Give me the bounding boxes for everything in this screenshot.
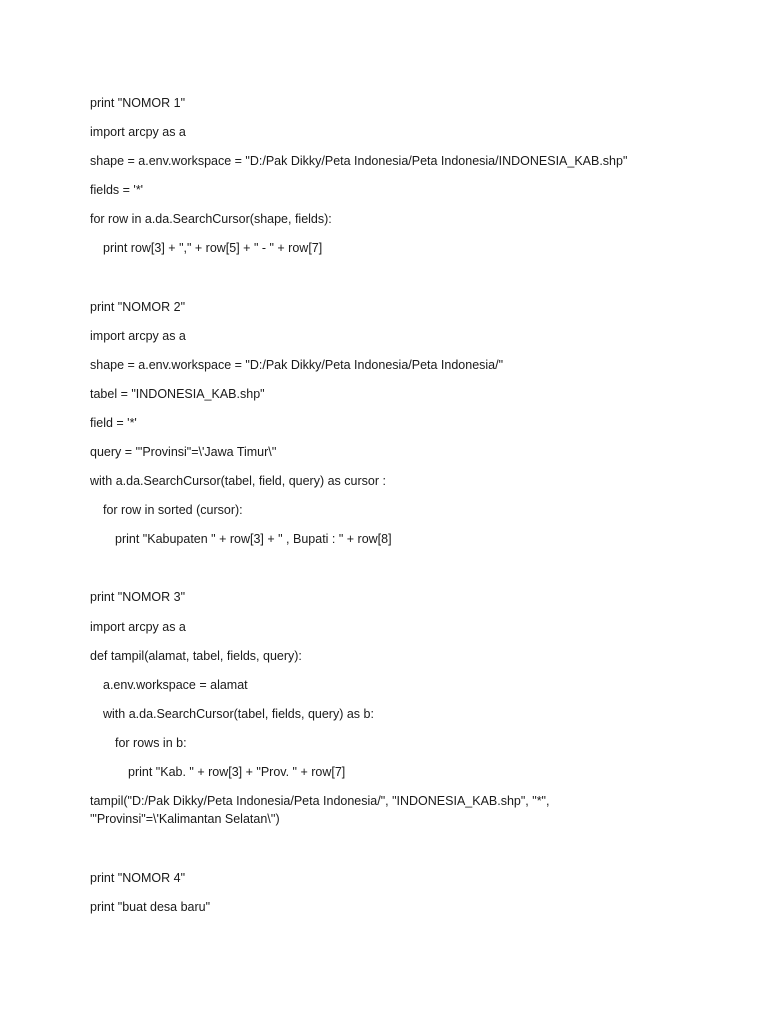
code-line: tabel = "INDONESIA_KAB.shp"	[90, 386, 265, 401]
code-line: print "Kab. " + row[3] + "Prov. " + row[7]	[128, 764, 346, 779]
section-spacer	[90, 269, 730, 298]
code-line: print "buat desa baru"	[90, 900, 211, 915]
section-spacer	[90, 559, 730, 588]
code-line: def tampil(alamat, tabel, fields, query):	[90, 648, 302, 663]
code-line: shape = a.env.workspace = "D:/Pak Dikky/Peta Indonesia/Peta Indonesia/INDONESIA_KAB.shp"	[90, 154, 628, 169]
code-line: query = '"Provinsi"=\'Jawa Timur\''	[90, 445, 277, 460]
code-line: field = '*'	[90, 415, 137, 430]
code-line: a.env.workspace = alamat	[103, 677, 248, 692]
code-line: for row in sorted (cursor):	[103, 503, 243, 518]
code-line: import arcpy as a	[90, 619, 186, 634]
code-line: with a.da.SearchCursor(tabel, field, query) as cursor :	[90, 474, 386, 489]
code-line: print "NOMOR 4"	[90, 871, 186, 886]
code-line: import arcpy as a	[90, 125, 186, 140]
code-line: tampil("D:/Pak Dikky/Peta Indonesia/Peta Indonesia/", "INDONESIA_KAB.shp", "*", '"Provinsi"=\'Kalimantan Selatan\'')	[90, 794, 550, 827]
code-line: fields = '*'	[90, 183, 144, 198]
code-line: print "NOMOR 3"	[90, 590, 186, 605]
code-line: for row in a.da.SearchCursor(shape, fields):	[90, 212, 332, 227]
section-spacer	[90, 840, 730, 869]
code-line: with a.da.SearchCursor(tabel, fields, query) as b:	[103, 706, 374, 721]
code-line: print "Kabupaten " + row[3] + " , Bupati : " + row[8]	[115, 532, 392, 547]
code-line: print "NOMOR 2"	[90, 299, 186, 314]
code-line: shape = a.env.workspace = "D:/Pak Dikky/Peta Indonesia/Peta Indonesia/"	[90, 357, 504, 372]
code-listing	[90, 94, 730, 927]
code-line: import arcpy as a	[90, 328, 186, 343]
code-line: print row[3] + "," + row[5] + " - " + row[7]	[103, 241, 323, 256]
code-line: print "NOMOR 1"	[90, 96, 186, 110]
code-line: for rows in b:	[115, 735, 187, 750]
